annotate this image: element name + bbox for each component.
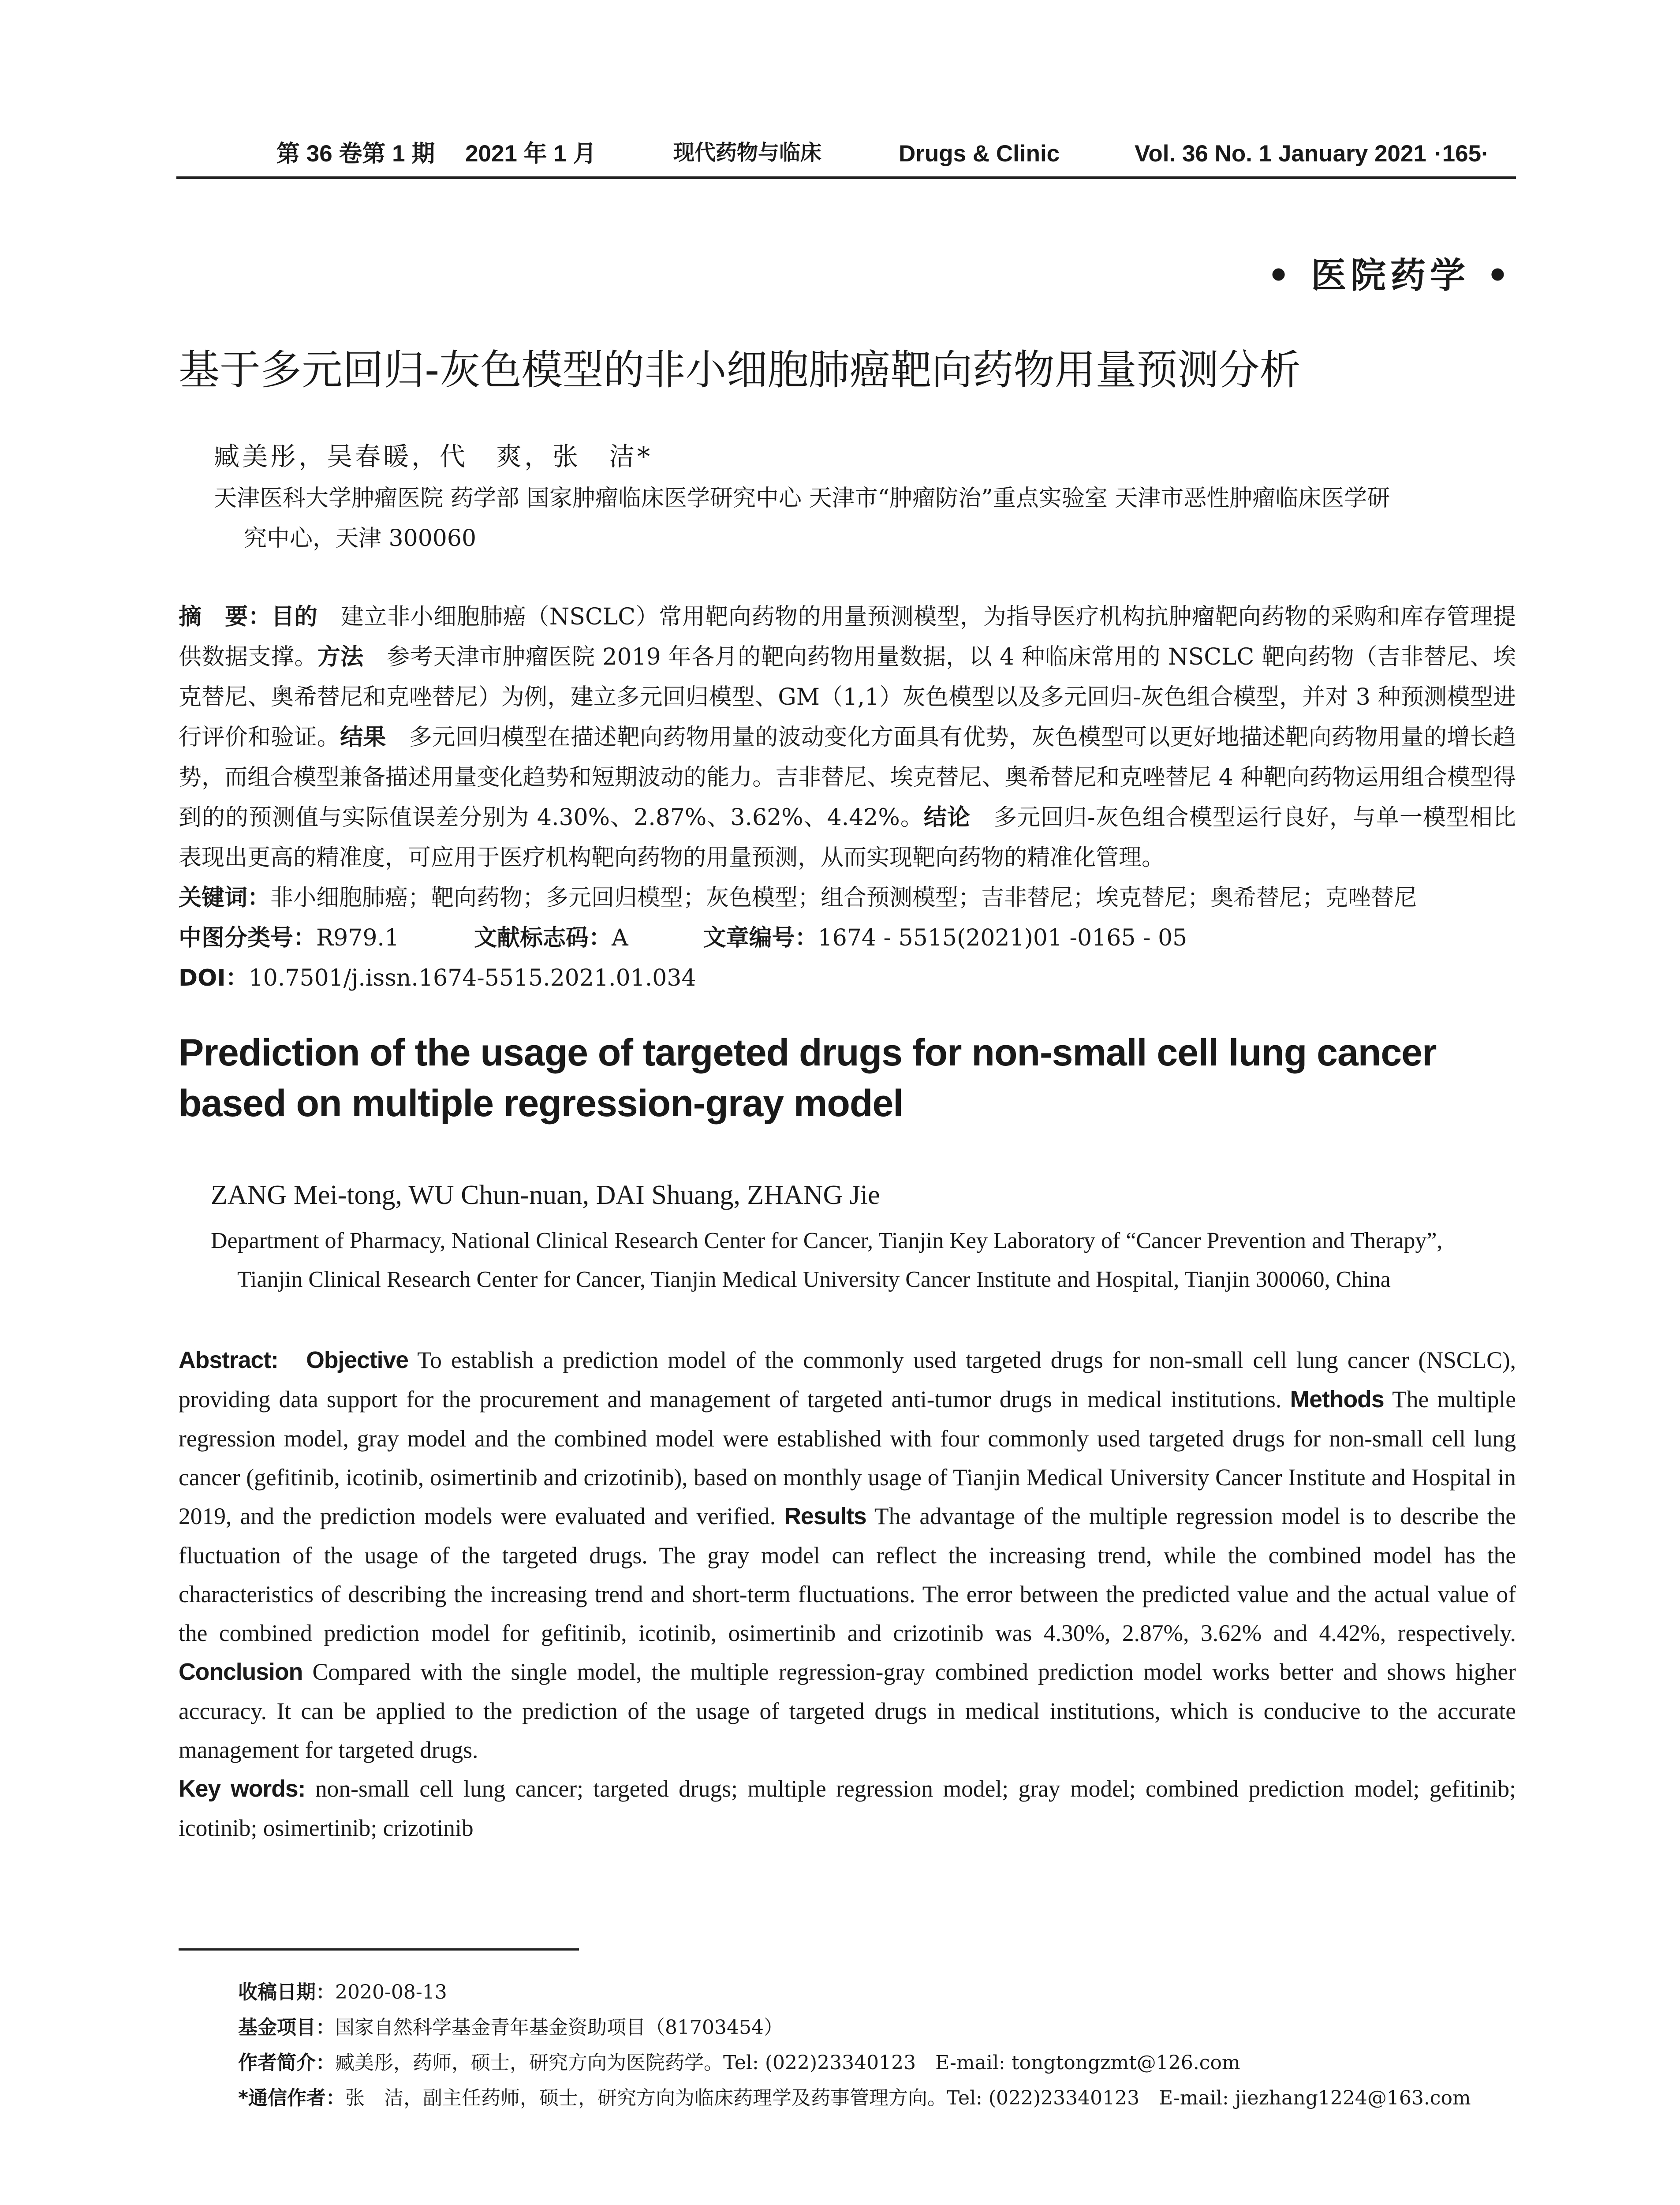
affiliation-en <box>211 1222 1529 1299</box>
keywords-en-label: Key words: <box>179 1776 306 1802</box>
keywords-cn-label: 关键词： <box>179 885 271 911</box>
results-cn-label: 结果 <box>340 724 386 751</box>
corresponding-text: 张 洁，副主任药师，硕士，研究方向为临床药理学及药事管理方向。Tel: (022)23340123 E-mail: jiezhang1224@163.com <box>345 2087 1471 2109</box>
keywords-en-text: non-small cell lung cancer; targeted drugs; multiple regression model; gray model; combined prediction model; gefitinib; icotinib; osimertinib; crizotinib <box>179 1775 1516 1841</box>
corresponding-label: *通信作者： <box>238 2087 346 2109</box>
abstract-en <box>179 1341 1516 1769</box>
received-date: 2020-08-13 <box>335 1981 447 2003</box>
methods-cn-label: 方法 <box>317 644 364 670</box>
received-label: 收稿日期： <box>238 1981 335 2003</box>
results-cn-text: 多元回归模型在描述靶向药物用量的波动变化方面具有优势，灰色模型可以更好地描述靶向药物用量的增长趋势，而组合模型兼备描述用量变化趋势和短期波动的能力。吉非替尼、埃克替尼、奥希替尼和克唑替尼 4 种靶向药物运用组合模型得到的的预测值与实际值误差分别为 4.30%、2.87%、3.62%、4.42%。 <box>179 724 1516 831</box>
header-page-number: ·165· <box>1434 141 1489 167</box>
keywords-cn <box>179 878 1516 918</box>
footnote-received <box>238 1975 1517 2010</box>
doi-label: DOI： <box>179 965 249 991</box>
abstract-cn <box>179 597 1516 878</box>
results-en-label: Results <box>784 1503 866 1529</box>
footnote-corresponding <box>238 2081 1517 2116</box>
abstract-en-block <box>179 1341 1516 1847</box>
conclusion-en-text: Compared with the single model, the multiple regression-gray combined prediction model works better and shows higher accuracy. It can be applied to the prediction of the usage of targeted drugs in medical institutions, which is conducive to the accurate management for targeted drugs. <box>179 1659 1516 1763</box>
methods-en-text: The multiple regression model, gray model and the combined model were established with four commonly used targeted drugs for non-small cell lung cancer (gefitinib, icotinib, osimertinib and crizotinib), based on monthly usage of Tianjin Medical University Cancer Institute and Hospital in 2019, and the prediction models were evaluated and verified. <box>179 1386 1516 1529</box>
classification-line <box>179 918 1516 958</box>
abstract-cn-label: 摘 要： <box>179 604 272 630</box>
authors-cn: 臧美彤，吴春暖，代 爽，张 洁* <box>214 441 653 471</box>
doc-code-label: 文献标志码： <box>474 925 612 951</box>
objective-en-label: Objective <box>306 1347 409 1373</box>
header-journal-cn: 现代药物与临床 <box>673 140 822 165</box>
methods-en-label: Methods <box>1290 1387 1384 1413</box>
fund-text: 国家自然科学基金青年基金资助项目（81703454） <box>335 2016 783 2039</box>
affiliation-cn <box>214 478 1521 559</box>
article-id-label: 文章编号： <box>703 925 818 951</box>
clc-value: R979.1 <box>316 925 399 951</box>
affiliation-cn-line: 究中心，天津 300060 <box>244 525 477 552</box>
author-bio-label: 作者简介： <box>238 2052 335 2074</box>
title-cn: 基于多元回归-灰色模型的非小细胞肺癌靶向药物用量预测分析 <box>179 346 1301 394</box>
header-rule <box>176 176 1516 179</box>
section-label: • 医院药学 • <box>1267 254 1513 296</box>
objective-cn-text: 建立非小细胞肺癌（NSCLC）常用靶向药物的用量预测模型，为指导医疗机构抗肿瘤靶向药物的采购和库存管理提供数据支撑。 <box>179 604 1516 670</box>
objective-cn-label: 目的 <box>271 604 318 630</box>
abstract-cn-block <box>179 597 1516 998</box>
doi-value: 10.7501/j.issn.1674-5515.2021.01.034 <box>248 965 696 991</box>
conclusion-cn-label: 结论 <box>923 804 971 831</box>
authors-en: ZANG Mei-tong, WU Chun-nuan, DAI Shuang, ZHANG Jie <box>211 1180 880 1210</box>
footnote-fund <box>238 2010 1517 2045</box>
author-bio-text: 臧美彤，药师，硕士，研究方向为医院药学。Tel: (022)23340123 E-mail: tongtongzmt@126.com <box>335 2052 1240 2074</box>
keywords-cn-text: 非小细胞肺癌；靶向药物；多元回归模型；灰色模型；组合预测模型；吉非替尼；埃克替尼；奥希替尼；克唑替尼 <box>270 885 1417 911</box>
footnote-author <box>238 2045 1517 2081</box>
footnotes <box>238 1975 1517 2116</box>
fund-label: 基金项目： <box>238 2016 335 2039</box>
results-en-text: The advantage of the multiple regression model is to describe the fluctuation of the usage of the targeted drugs. The gray model can reflect the increasing trend, while the combined model has the characteristics of describing the increasing trend and short-term fluctuations. The error between the predicted value and the actual value of the combined prediction model for gefitinib, icotinib, osimertinib and crizotinib was 4.30%, 2.87%, 3.62% and 4.42%, respectively. <box>179 1503 1516 1646</box>
article-id-value: 1674 - 5515(2021)01 -0165 - 05 <box>818 925 1187 951</box>
objective-en-text: To establish a prediction model of the commonly used targeted drugs for non-small cell lung cancer (NSCLC), providing data support for the procurement and management of targeted anti-tumor drugs in medical institutions. <box>179 1347 1516 1413</box>
footnote-rule <box>179 1948 579 1951</box>
header-journal-en: Drugs & Clinic <box>899 141 1060 167</box>
doc-code-value: A <box>612 925 628 951</box>
clc-label: 中图分类号： <box>179 925 317 951</box>
conclusion-en-label: Conclusion <box>179 1659 303 1685</box>
keywords-en <box>179 1769 1516 1847</box>
affiliation-cn-line: 天津医科大学肿瘤医院 药学部 国家肿瘤临床医学研究中心 天津市“肿瘤防治”重点实验室 天津市恶性肿瘤临床医学研 <box>214 485 1390 512</box>
conclusion-cn-text: 多元回归-灰色组合模型运行良好，与单一模型相比表现出更高的精准度，可应用于医疗机构靶向药物的用量预测，从而实现靶向药物的精准化管理。 <box>179 804 1516 871</box>
header-volume-cn: 第 36 卷第 1 期 <box>276 141 435 167</box>
header-date-cn: 2021 年 1 月 <box>465 141 597 167</box>
title-en: Prediction of the usage of targeted drugs for non-small cell lung cancer based on multiple regression-gray model <box>179 1031 1437 1125</box>
affiliation-en-line: Tianjin Clinical Research Center for Cancer, Tianjin Medical University Cancer Institute and Hospital, Tianjin 300060, China <box>237 1267 1391 1292</box>
header-volume-en: Vol. 36 No. 1 January 2021 <box>1135 141 1426 167</box>
methods-cn-text: 参考天津市肿瘤医院 2019 年各月的靶向药物用量数据，以 4 种临床常用的 NSCLC 靶向药物（吉非替尼、埃克替尼、奥希替尼和克唑替尼）为例，建立多元回归模型、GM（1,1）灰色模型以及多元回归-灰色组合模型，并对 3 种预测模型进行评价和验证。 <box>179 644 1516 751</box>
doi-line <box>179 958 1516 998</box>
abstract-en-label: Abstract: <box>179 1347 278 1373</box>
affiliation-en-line: Department of Pharmacy, National Clinical Research Center for Cancer, Tianjin Key Laboratory of “Cancer Prevention and Therapy”, <box>211 1228 1443 1253</box>
